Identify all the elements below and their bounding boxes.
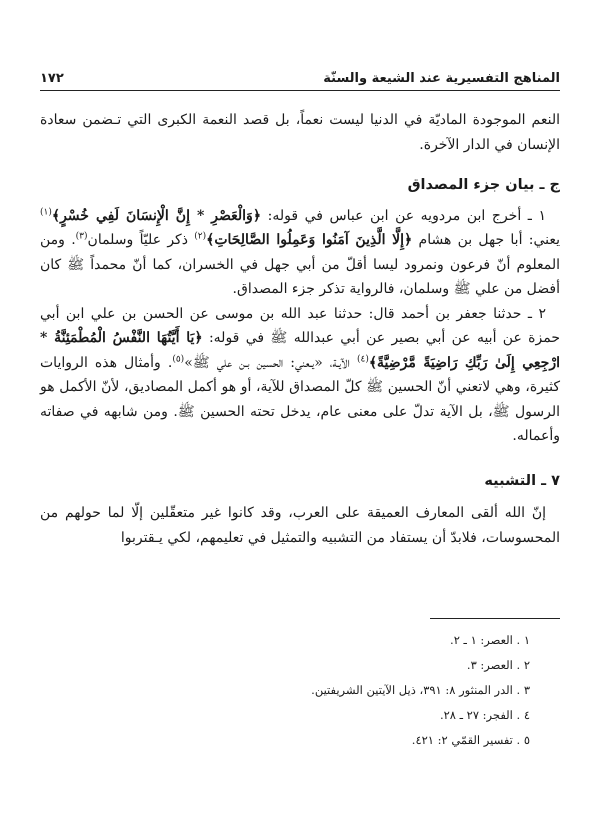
footnotes xyxy=(40,628,560,753)
paragraph-narration-1 xyxy=(40,204,560,302)
text-run: يعني: أبا جهل بن هشام xyxy=(412,232,560,248)
quran-verse: ﴿إِلَّا الَّذِينَ آمَنُوا وَعَمِلُوا الصَّالِحَاتِ﴾ xyxy=(206,232,413,248)
footnote: ٢ . العصر: ٣. xyxy=(466,658,530,672)
footnote-ref[interactable]: (٤) xyxy=(356,353,369,364)
paragraph-narration-2 xyxy=(40,302,560,449)
footnote: ٣ . الدر المنثور ٨: ٣٩١، ذيل الآيتين الشريفتين. xyxy=(311,683,530,697)
paragraph: إنّ الله ألقى المعارف العميقة على العرب، وقد كانوا غير متعقّلين إلّا لما حولهم من المحسوسات، فلابدّ أن يستفاد من التشبيه والتمثيل في تعليمهم، لكي يـقتربوا xyxy=(40,505,560,546)
main-text xyxy=(40,108,560,550)
footnote: ٤ . الفجر: ٢٧ ـ ٢٨. xyxy=(439,708,530,722)
footnote-separator xyxy=(430,618,560,619)
text-run: . وأمثال هذه الروايات كثيرة، وهي لاتعني أنّ الحسين ﷺ كلّ المصداق للآية، أو هو أكمل المصاديق، لأنّ الأكمل هو الرسول ﷺ، بل الآية تدلّ على معنى عام، يدخل تحته الحسين ﷺ. ومن شابهه في صفاته وأعماله. xyxy=(40,354,560,444)
section-heading: ٧ ـ التشبيه xyxy=(484,472,560,489)
text-run: الآيـة، «يـعني: الحسين بـن علي ﷺ» xyxy=(184,354,357,371)
paragraph: النعم الموجودة الماديّة في الدنيا ليست نعماً، بل قصد النعمة الكبرى التي تـضمن سعادة الإنسان في الدار الآخرة. xyxy=(40,112,560,153)
footnote-ref[interactable]: (٣) xyxy=(75,231,88,242)
footnote-ref[interactable]: (٢) xyxy=(194,231,207,242)
footnote: ١ . العصر: ١ ـ ٢. xyxy=(450,633,530,647)
footnote-ref[interactable]: (١) xyxy=(40,206,52,217)
quran-verse: ﴿يَا أَيَّتُهَا النَّفْسُ الْمُطْمَئِنَّةُ * ارْجِعِي إِلَىٰ رَبِّكِ رَاضِيَةً مَّرْضِيَّةً﴾ xyxy=(40,330,560,371)
section-heading: ج ـ بيان جزء المصداق xyxy=(407,177,560,193)
running-title: المناهج التفسيرية عند الشيعة والسنّة xyxy=(323,71,560,86)
page-number: ١٧٢ xyxy=(40,71,64,86)
page-header xyxy=(40,60,560,86)
footnote: ٥ . تفسير القمّي ٢: ٤٢١. xyxy=(411,733,530,747)
text-run: ١ ـ أخرج ابن مردويه عن ابن عباس في قوله: xyxy=(261,207,547,224)
quran-verse: ﴿وَالْعَصْرِ * إِنَّ الْإِنسَانَ لَفِي خُسْرٍ﴾ xyxy=(51,207,262,224)
text-run: ٢ ـ حدثنا جعفر بن أحمد قال: حدثنا عبد الله بن موسى عن الحسن بن علي ابن أبي حمزة عن أبيه عن أبي بصير عن أبي عبدالله ﷺ في قوله: xyxy=(40,305,560,346)
text-run: . ومن المعلوم أنّ فرعون ونمرود ليسا أقلّ من أبي جهل في الخسران، كما أنّ محمداً ﷺ كان أفضل من علي ﷺ وسلمان، فالرواية تذكر جزء المصداق. xyxy=(40,232,560,297)
footnote-ref[interactable]: (٥) xyxy=(172,353,185,364)
text-run: ذكر عليّاً وسلمان xyxy=(87,232,195,248)
header-rule xyxy=(40,90,560,91)
